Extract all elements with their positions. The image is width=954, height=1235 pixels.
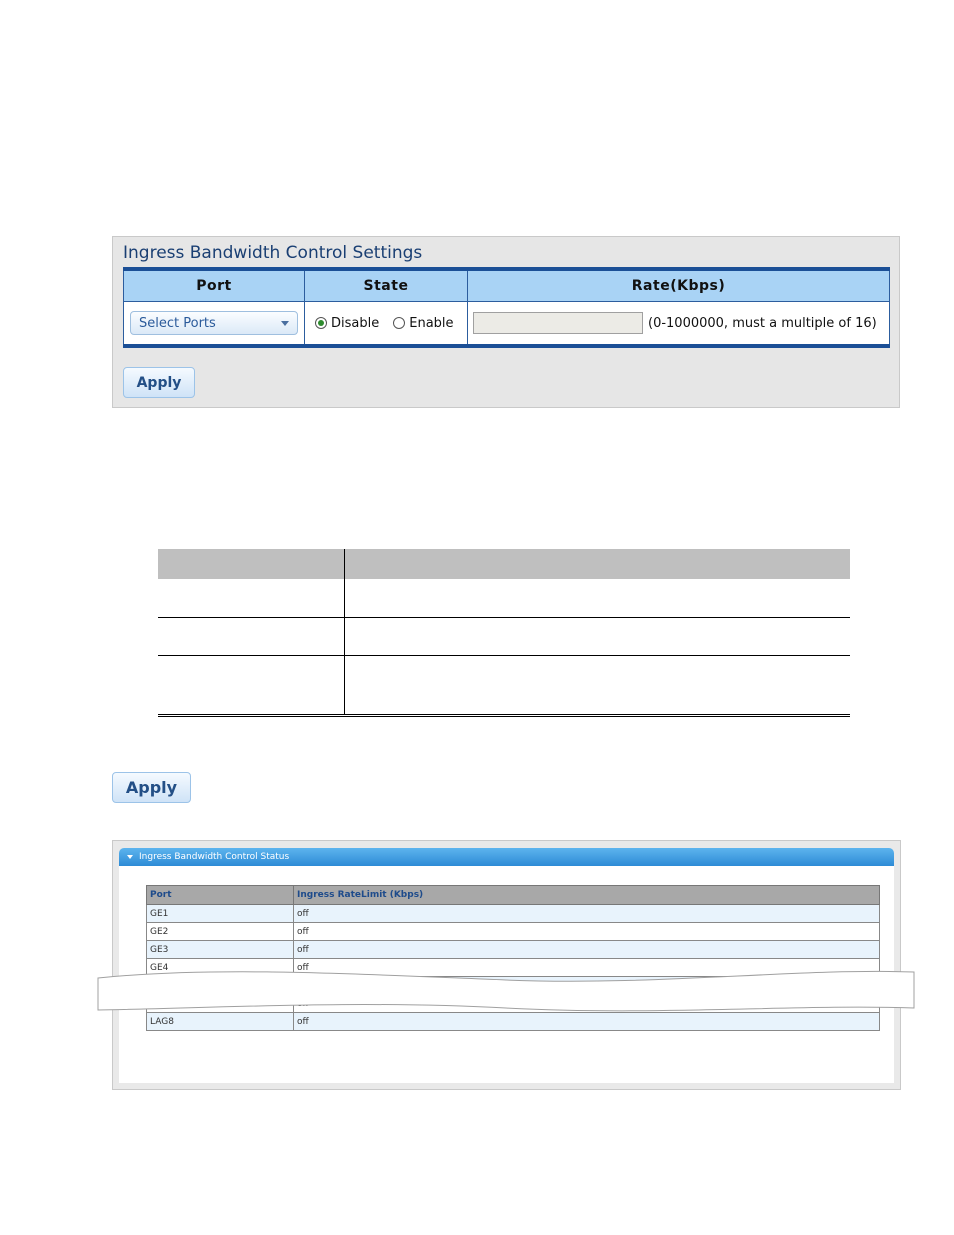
table-row — [158, 617, 345, 655]
enable-label: Enable — [409, 315, 454, 331]
rate-header: Rate(Kbps) — [468, 269, 890, 302]
settings-title: Ingress Bandwidth Control Settings — [123, 243, 423, 263]
status-port-header: Port — [147, 886, 294, 905]
disable-radio[interactable] — [315, 317, 327, 329]
table-row — [147, 941, 880, 959]
status-header[interactable] — [119, 848, 894, 866]
status-limit-header: Ingress RateLimit (Kbps) — [294, 886, 880, 905]
row-port: GE4 — [147, 959, 294, 977]
row-limit: off — [294, 923, 880, 941]
collapse-icon[interactable] — [127, 855, 133, 859]
settings-apply-button[interactable]: Apply — [123, 367, 195, 398]
desc-header-object — [158, 548, 345, 579]
apply-button[interactable]: Apply — [112, 772, 191, 803]
rate-input[interactable] — [473, 312, 643, 334]
row-port: GE3 — [147, 941, 294, 959]
table-row — [147, 923, 880, 941]
chevron-down-icon — [281, 321, 289, 326]
row-limit: off — [294, 1013, 880, 1031]
enable-radio[interactable] — [393, 317, 405, 329]
row-limit: off — [294, 941, 880, 959]
table-row — [147, 905, 880, 923]
disable-label: Disable — [331, 315, 380, 331]
port-select-label: Select Ports — [139, 315, 216, 331]
state-cell — [305, 302, 468, 347]
port-cell — [124, 302, 305, 347]
state-header: State — [305, 269, 468, 302]
row-port: GE1 — [147, 905, 294, 923]
settings-table — [123, 267, 890, 348]
rate-cell — [468, 302, 890, 347]
settings-panel — [112, 236, 900, 408]
rate-hint: (0-1000000, must a multiple of 16) — [648, 315, 877, 331]
row-port: LAG8 — [147, 1013, 294, 1031]
port-select[interactable] — [130, 311, 298, 335]
row-limit: off — [294, 905, 880, 923]
table-row — [158, 579, 345, 617]
break-ribbon — [96, 964, 916, 1016]
desc-header-description — [345, 548, 851, 579]
table-row — [158, 655, 345, 716]
port-header: Port — [124, 269, 305, 302]
status-title: Ingress Bandwidth Control Status — [139, 852, 290, 862]
row-limit: off — [294, 959, 880, 977]
row-port: GE2 — [147, 923, 294, 941]
description-table — [158, 547, 850, 717]
